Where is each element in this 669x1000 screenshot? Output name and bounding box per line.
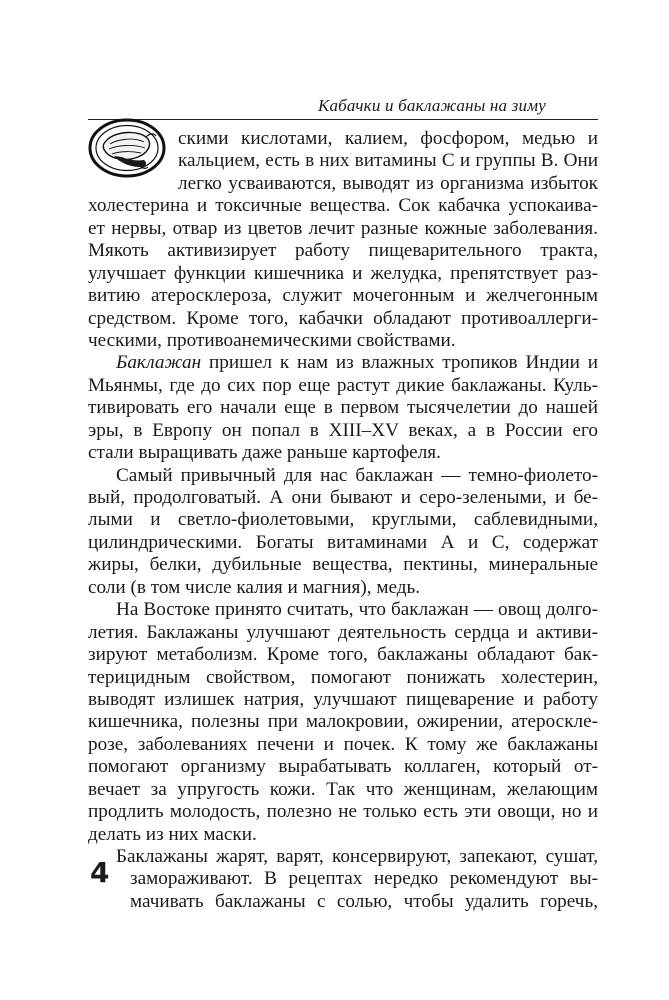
italic-term: Баклажан bbox=[116, 352, 202, 374]
text-line: холестерина и токсичные вещества. Сок кабачка успокаива- bbox=[88, 195, 598, 217]
text-line: тивировать его начали еще в первом тысячелетии до нашей bbox=[88, 397, 598, 419]
text-line: помогают организму вырабатывать коллаген, который от- bbox=[88, 756, 598, 778]
body-text bbox=[88, 128, 598, 913]
text-line bbox=[88, 352, 598, 374]
text-line: продлить молодость, полезно не только есть эти овощи, но и bbox=[88, 801, 598, 823]
text-line: цилиндрическими. Богаты витаминами А и С, содержат bbox=[88, 531, 598, 553]
text-line: вый, продолговатый. А они бывают и серо-зелеными, и бе- bbox=[88, 487, 598, 508]
text-line: средством. Кроме того, кабачки обладают противоаллерги- bbox=[88, 307, 598, 329]
text-line: лыми и светло-фиолетовыми, круглыми, саблевидными, bbox=[88, 509, 598, 531]
text-line: Мьянмы, где до сих пор еще растут дикие баклажаны. Куль- bbox=[88, 374, 598, 396]
text-line: делать из них маски. bbox=[88, 823, 257, 845]
running-header-title: Кабачки и баклажаны на зиму bbox=[317, 96, 546, 115]
text-line: замораживают. В рецептах нередко рекомендуют вы- bbox=[130, 868, 598, 890]
page-number: 4 bbox=[90, 856, 110, 889]
text-line: скими кислотами, калием, фосфором, медью и bbox=[178, 128, 598, 149]
text-line: Мякоть активизирует работу пищеварительного тракта, bbox=[88, 240, 598, 262]
text-line: зируют метаболизм. Кроме того, баклажаны обладают бак- bbox=[88, 644, 598, 666]
text-line: Баклажаны жарят, варят, консервируют, запекают, сушат, bbox=[116, 846, 598, 867]
text-line: витию атеросклероза, служит мочегонным и желчегонным bbox=[88, 285, 598, 307]
text-line: легко усваиваются, выводят из организма избыток bbox=[178, 172, 598, 194]
text-line: соли (в том числе калия и магния), медь. bbox=[88, 576, 421, 598]
text-line: летия. Баклажаны улучшают деятельность сердца и активи- bbox=[88, 621, 598, 643]
text-line: кальцием, есть в них витамины С и группы В. Они bbox=[178, 150, 598, 172]
text-line: стали выращивать даже раньше картофеля. bbox=[88, 442, 441, 464]
text-line: терицидным свойством, помогают понижать холестерин, bbox=[88, 666, 598, 688]
text-line: розе, заболеваниях печени и почек. К тому же баклажаны bbox=[88, 733, 598, 755]
text-line: кишечника, полезны при малокровии, ожирении, атероскле- bbox=[88, 711, 598, 733]
text-line: улучшает функции кишечника и желудка, препятствует раз- bbox=[88, 262, 598, 284]
text-line: На Востоке принято считать, что баклажан — овощ долго- bbox=[116, 599, 598, 621]
text-line: мачивать баклажаны с солью, чтобы удалить горечь, bbox=[130, 890, 598, 912]
text-line: жиры, белки, дубильные вещества, пектины, минеральные bbox=[88, 554, 598, 576]
text-line: Самый привычный для нас баклажан — темно-фиолето- bbox=[116, 464, 598, 486]
text-line: выводят излишек натрия, улучшают пищеварение и работу bbox=[88, 688, 598, 710]
text-line-rest: пришел к нам из влажных тропиков Индии и bbox=[201, 352, 598, 374]
text-line: эры, в Европу он попал в XIII–XV веках, а в России его bbox=[88, 419, 598, 441]
text-line: ческими, противоанемическими свойствами. bbox=[88, 329, 456, 351]
text-line: вечает за упругость кожи. Так что женщинам, желающим bbox=[88, 778, 598, 800]
text-line: ет нервы, отвар из цветов лечит разные кожные заболевания. bbox=[88, 217, 598, 239]
